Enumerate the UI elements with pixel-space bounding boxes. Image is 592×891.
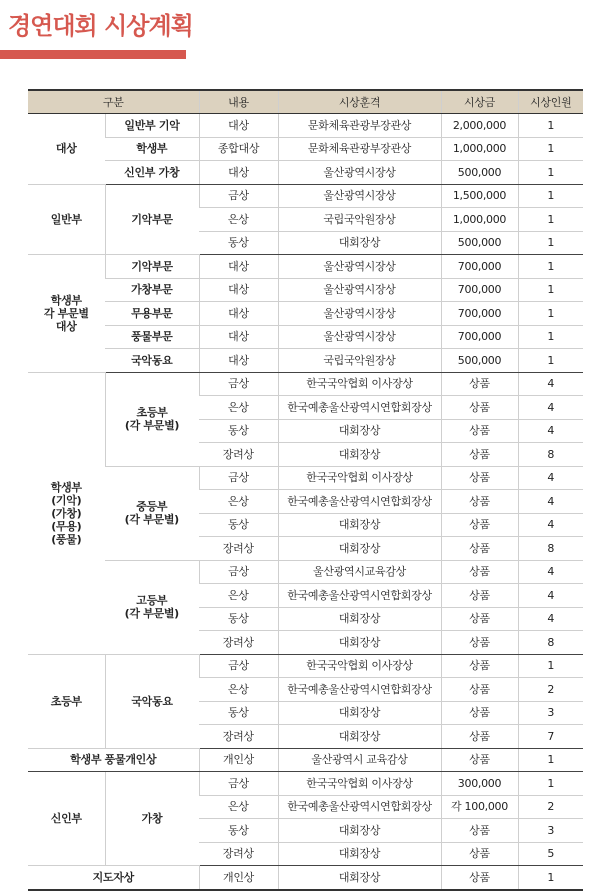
award-title-cell: 대회장상 [278, 419, 441, 443]
winner-count-cell: 1 [518, 866, 583, 890]
category-cell: 신인부 [28, 772, 105, 866]
table-row [28, 114, 583, 138]
winner-count-cell: 1 [518, 255, 583, 279]
category-cell: 초등부 [28, 654, 105, 748]
table-row [28, 654, 583, 678]
title-underline-bar [0, 50, 186, 59]
prize-cell: 상품 [441, 654, 518, 678]
table-row [28, 161, 583, 185]
winner-count-cell: 1 [518, 184, 583, 208]
winner-count-cell: 1 [518, 772, 583, 796]
award-title-cell: 대회장상 [278, 537, 441, 561]
winner-count-cell: 1 [518, 302, 583, 326]
table-group [28, 748, 583, 772]
award-title-cell: 한국예총울산광역시연합회장상 [278, 584, 441, 608]
table-row [28, 748, 583, 772]
award-type-cell: 대상 [199, 161, 278, 185]
page-title: 경연대회 시상계획 [8, 11, 193, 40]
subcategory-cell: 국악동요 [105, 654, 199, 748]
award-type-cell: 은상 [199, 795, 278, 819]
award-type-cell: 은상 [199, 678, 278, 702]
award-type-cell: 은상 [199, 396, 278, 420]
table-group [28, 866, 583, 890]
prize-cell: 700,000 [441, 255, 518, 279]
prize-cell: 상품 [441, 748, 518, 772]
table-row [28, 255, 583, 279]
table-header-row [28, 90, 583, 114]
winner-count-cell: 1 [518, 231, 583, 255]
prize-cell: 300,000 [441, 772, 518, 796]
winner-count-cell: 7 [518, 725, 583, 749]
table-group [28, 372, 583, 654]
prize-cell: 500,000 [441, 349, 518, 373]
award-type-cell: 금상 [199, 560, 278, 584]
subcategory-cell: 기악부문 [105, 184, 199, 255]
award-title-cell: 울산광역시장상 [278, 325, 441, 349]
category-cell: 학생부 풍물개인상 [28, 748, 199, 772]
prize-cell: 1,000,000 [441, 137, 518, 161]
prize-cell: 500,000 [441, 161, 518, 185]
award-type-cell: 장려상 [199, 443, 278, 467]
winner-count-cell: 2 [518, 678, 583, 702]
award-title-cell: 한국국악협회 이사장상 [278, 654, 441, 678]
award-type-cell: 대상 [199, 114, 278, 138]
table-row [28, 278, 583, 302]
prize-cell: 상품 [441, 631, 518, 655]
winner-count-cell: 8 [518, 443, 583, 467]
prize-cell: 상품 [441, 701, 518, 725]
award-type-cell: 금상 [199, 466, 278, 490]
category-cell: 지도자상 [28, 866, 199, 890]
award-type-cell: 동상 [199, 513, 278, 537]
winner-count-cell: 1 [518, 161, 583, 185]
table-row [28, 137, 583, 161]
winner-count-cell: 4 [518, 466, 583, 490]
table-group [28, 772, 583, 866]
award-type-cell: 대상 [199, 302, 278, 326]
header-award-title: 시상훈격 [278, 90, 441, 114]
subcategory-cell: 중등부 (각 부문별) [105, 466, 199, 560]
award-title-cell: 문화체육관광부장관상 [278, 114, 441, 138]
winner-count-cell: 3 [518, 819, 583, 843]
table-group [28, 114, 583, 185]
subcategory-cell: 국악동요 [105, 349, 199, 373]
table-row [28, 466, 583, 490]
prize-cell: 700,000 [441, 325, 518, 349]
award-type-cell: 동상 [199, 419, 278, 443]
winner-count-cell: 4 [518, 490, 583, 514]
award-title-cell: 울산광역시장상 [278, 302, 441, 326]
winner-count-cell: 4 [518, 396, 583, 420]
winner-count-cell: 5 [518, 842, 583, 866]
award-type-cell: 동상 [199, 819, 278, 843]
subcategory-cell: 일반부 기악 [105, 114, 199, 138]
award-title-cell: 대회장상 [278, 819, 441, 843]
prize-cell: 상품 [441, 419, 518, 443]
table-group [28, 255, 583, 373]
award-type-cell: 은상 [199, 584, 278, 608]
table-row [28, 372, 583, 396]
header-category: 구분 [28, 90, 199, 114]
table-group [28, 184, 583, 255]
prize-cell: 상품 [441, 513, 518, 537]
subcategory-cell: 풍물부문 [105, 325, 199, 349]
award-type-cell: 동상 [199, 607, 278, 631]
subcategory-cell: 신인부 가창 [105, 161, 199, 185]
table-row [28, 866, 583, 890]
award-type-cell: 대상 [199, 278, 278, 302]
winner-count-cell: 8 [518, 537, 583, 561]
award-type-cell: 장려상 [199, 631, 278, 655]
award-title-cell: 대회장상 [278, 725, 441, 749]
award-title-cell: 한국예총울산광역시연합회장상 [278, 490, 441, 514]
award-title-cell: 대회장상 [278, 631, 441, 655]
category-cell: 대상 [28, 114, 105, 185]
prize-cell: 상품 [441, 372, 518, 396]
subcategory-cell: 고등부 (각 부문별) [105, 560, 199, 654]
prize-cell: 1,000,000 [441, 208, 518, 232]
award-title-cell: 울산광역시장상 [278, 278, 441, 302]
award-title-cell: 한국국악협회 이사장상 [278, 772, 441, 796]
award-type-cell: 종합대상 [199, 137, 278, 161]
award-title-cell: 문화체육관광부장관상 [278, 137, 441, 161]
winner-count-cell: 1 [518, 278, 583, 302]
subcategory-cell: 무용부문 [105, 302, 199, 326]
winner-count-cell: 1 [518, 137, 583, 161]
award-type-cell: 개인상 [199, 748, 278, 772]
table-row [28, 349, 583, 373]
prize-cell: 500,000 [441, 231, 518, 255]
subcategory-cell: 가창부문 [105, 278, 199, 302]
winner-count-cell: 1 [518, 748, 583, 772]
award-type-cell: 대상 [199, 349, 278, 373]
award-title-cell: 울산광역시장상 [278, 161, 441, 185]
subcategory-cell: 기악부문 [105, 255, 199, 279]
award-title-cell: 한국예총울산광역시연합회장상 [278, 795, 441, 819]
award-type-cell: 개인상 [199, 866, 278, 890]
award-title-cell: 대회장상 [278, 513, 441, 537]
winner-count-cell: 1 [518, 325, 583, 349]
award-type-cell: 장려상 [199, 842, 278, 866]
table-group [28, 654, 583, 748]
award-type-cell: 대상 [199, 325, 278, 349]
award-title-cell: 대회장상 [278, 701, 441, 725]
winner-count-cell: 1 [518, 349, 583, 373]
award-type-cell: 장려상 [199, 725, 278, 749]
prize-cell: 700,000 [441, 302, 518, 326]
prize-cell: 상품 [441, 490, 518, 514]
award-type-cell: 동상 [199, 701, 278, 725]
award-type-cell: 은상 [199, 490, 278, 514]
prize-cell: 상품 [441, 537, 518, 561]
award-title-cell: 한국국악협회 이사장상 [278, 372, 441, 396]
award-type-cell: 금상 [199, 184, 278, 208]
winner-count-cell: 4 [518, 372, 583, 396]
award-type-cell: 은상 [199, 208, 278, 232]
award-type-cell: 동상 [199, 231, 278, 255]
winner-count-cell: 8 [518, 631, 583, 655]
table-row [28, 302, 583, 326]
award-plan-table [28, 89, 583, 891]
winner-count-cell: 1 [518, 208, 583, 232]
award-type-cell: 장려상 [199, 537, 278, 561]
winner-count-cell: 4 [518, 560, 583, 584]
prize-cell: 상품 [441, 560, 518, 584]
award-title-cell: 울산광역시장상 [278, 184, 441, 208]
prize-cell: 상품 [441, 466, 518, 490]
table-row [28, 184, 583, 208]
category-cell: 학생부 각 부문별 대상 [28, 255, 105, 373]
prize-cell: 각 100,000 [441, 795, 518, 819]
prize-cell: 700,000 [441, 278, 518, 302]
award-title-cell: 한국예총울산광역시연합회장상 [278, 678, 441, 702]
award-title-cell: 대회장상 [278, 607, 441, 631]
subcategory-cell: 가창 [105, 772, 199, 866]
award-title-cell: 울산광역시장상 [278, 255, 441, 279]
header-winner-count: 시상인원 [518, 90, 583, 114]
prize-cell: 상품 [441, 607, 518, 631]
award-title-cell: 국립국악원장상 [278, 208, 441, 232]
winner-count-cell: 4 [518, 419, 583, 443]
winner-count-cell: 1 [518, 654, 583, 678]
prize-cell: 상품 [441, 396, 518, 420]
award-type-cell: 금상 [199, 654, 278, 678]
winner-count-cell: 4 [518, 513, 583, 537]
award-title-cell: 대회장상 [278, 443, 441, 467]
award-title-cell: 대회장상 [278, 231, 441, 255]
winner-count-cell: 4 [518, 607, 583, 631]
winner-count-cell: 2 [518, 795, 583, 819]
winner-count-cell: 1 [518, 114, 583, 138]
header-prize-money: 시상금 [441, 90, 518, 114]
award-title-cell: 한국예총울산광역시연합회장상 [278, 396, 441, 420]
award-title-cell: 울산광역시교육감상 [278, 560, 441, 584]
prize-cell: 상품 [441, 678, 518, 702]
header-content: 내용 [199, 90, 278, 114]
subcategory-cell: 학생부 [105, 137, 199, 161]
prize-cell: 상품 [441, 819, 518, 843]
award-title-cell: 대회장상 [278, 866, 441, 890]
table-row [28, 772, 583, 796]
category-cell: 일반부 [28, 184, 105, 255]
prize-cell: 1,500,000 [441, 184, 518, 208]
prize-cell: 상품 [441, 584, 518, 608]
award-title-cell: 한국국악협회 이사장상 [278, 466, 441, 490]
prize-cell: 상품 [441, 842, 518, 866]
award-type-cell: 금상 [199, 372, 278, 396]
subcategory-cell: 초등부 (각 부문별) [105, 372, 199, 466]
award-title-cell: 국립국악원장상 [278, 349, 441, 373]
table-row [28, 560, 583, 584]
prize-cell: 상품 [441, 725, 518, 749]
winner-count-cell: 4 [518, 584, 583, 608]
winner-count-cell: 3 [518, 701, 583, 725]
prize-cell: 상품 [441, 866, 518, 890]
award-title-cell: 대회장상 [278, 842, 441, 866]
award-title-cell: 울산광역시 교육감상 [278, 748, 441, 772]
prize-cell: 2,000,000 [441, 114, 518, 138]
award-type-cell: 금상 [199, 772, 278, 796]
table-row [28, 325, 583, 349]
category-cell: 학생부 (기악) (가창) (무용) (풍물) [28, 372, 105, 654]
prize-cell: 상품 [441, 443, 518, 467]
award-type-cell: 대상 [199, 255, 278, 279]
